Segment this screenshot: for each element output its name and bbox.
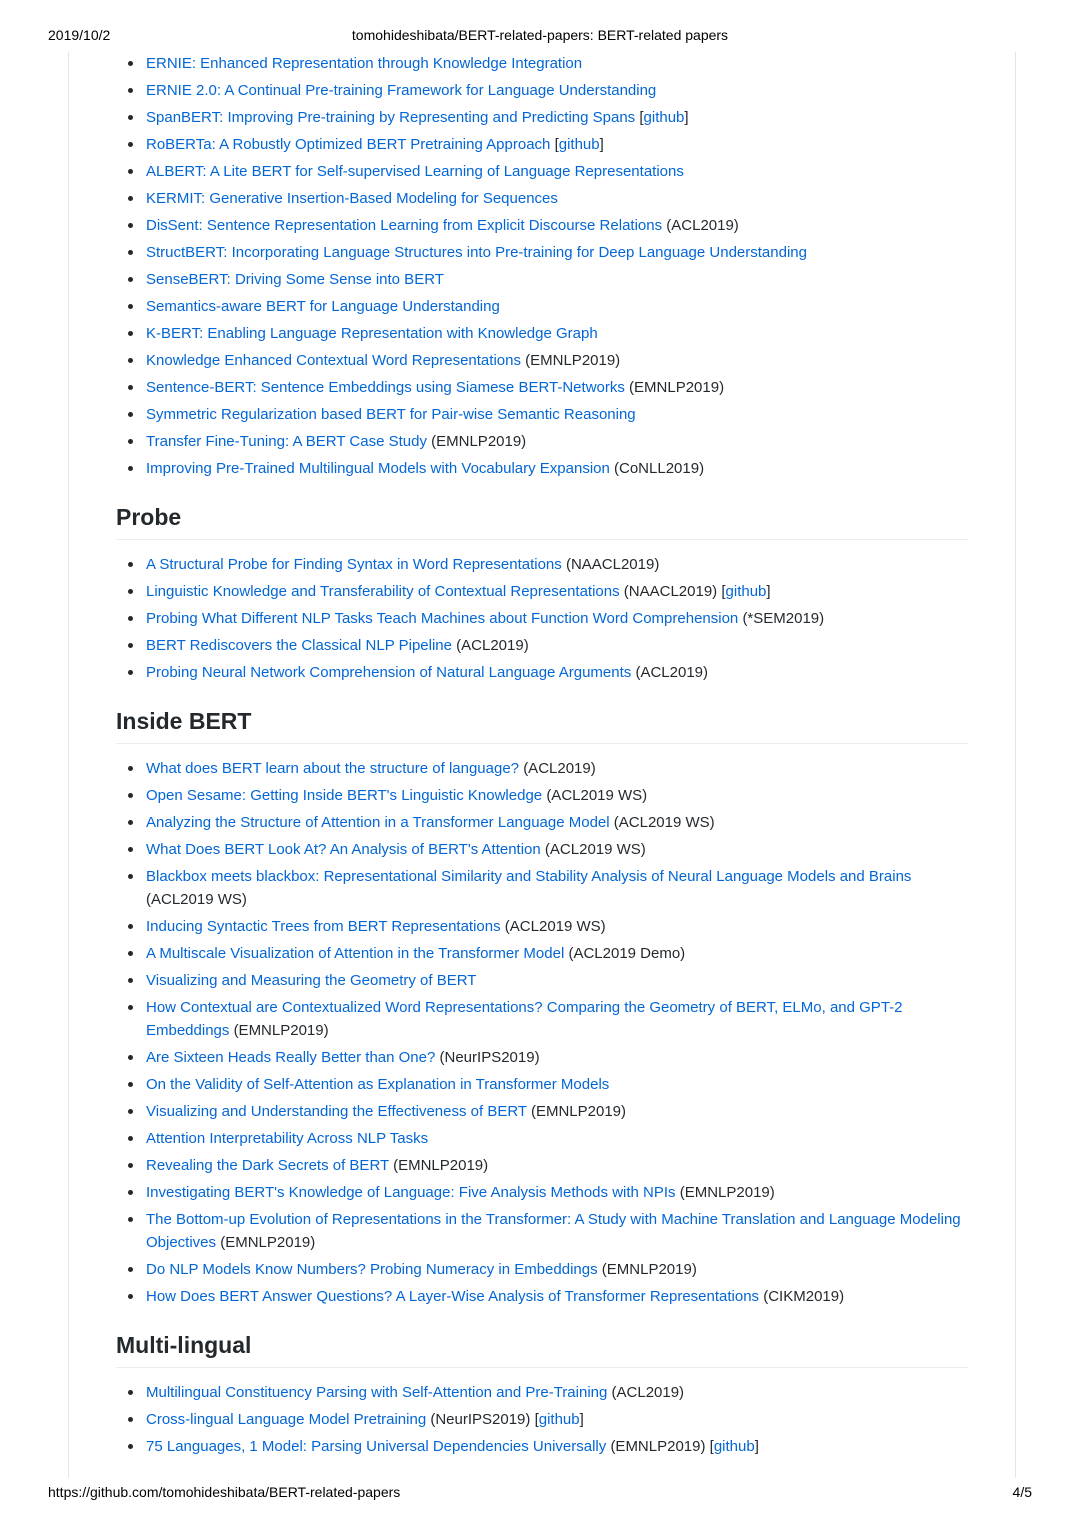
list-item (116, 376, 968, 399)
print-url: https://github.com/tomohideshibata/BERT-related-papers (48, 1484, 401, 1500)
paper-link[interactable]: On the Validity of Self-Attention as Explanation in Transformer Models (146, 1076, 610, 1093)
bracket-close: ] (754, 1438, 759, 1455)
list-item (116, 403, 968, 426)
paper-link[interactable]: How Does BERT Answer Questions? A Layer-Wise Analysis of Transformer Representations (146, 1288, 760, 1305)
section-heading: Probe (116, 502, 968, 540)
list-item (116, 214, 968, 237)
paper-link[interactable]: What Does BERT Look At? An Analysis of BERT's Attention (146, 841, 541, 858)
github-link[interactable]: github (538, 1411, 580, 1428)
list-item (116, 757, 968, 780)
section-heading: Multi-lingual (116, 1330, 968, 1368)
list-item (116, 1408, 968, 1431)
list-item (116, 1073, 968, 1096)
venue-label: (EMNLP2019) (601, 1261, 697, 1278)
paper-link[interactable]: Semantics-aware BERT for Language Understanding (146, 298, 500, 315)
venue-label: (ACL2019 WS) (546, 787, 648, 804)
venue-label: (CoNLL2019) (614, 460, 705, 477)
venue-label: (*SEM2019) (742, 610, 825, 627)
venue-label: (EMNLP2019) (610, 1438, 706, 1455)
venue-label: (EMNLP2019) (233, 1022, 329, 1039)
bracket-open: [ (639, 109, 644, 126)
list-item (116, 1381, 968, 1404)
list-item (116, 268, 968, 291)
venue-label: (NAACL2019) (623, 583, 718, 600)
paper-link[interactable]: Are Sixteen Heads Really Better than One? (146, 1049, 436, 1066)
print-page-title: tomohideshibata/BERT-related-papers: BERT-related papers (351, 27, 729, 43)
paper-link[interactable]: SenseBERT: Driving Some Sense into BERT (146, 271, 444, 288)
list-item (116, 1258, 968, 1281)
list-item (116, 52, 968, 75)
list-item (116, 865, 968, 911)
venue-label: (ACL2019 WS) (504, 918, 606, 935)
list-item (116, 661, 968, 684)
paper-link[interactable]: Blackbox meets blackbox: Representational Similarity and Stability Analysis of Neural Language Models and Brains (146, 868, 912, 885)
list-item (116, 1154, 968, 1177)
list-item (116, 1046, 968, 1069)
paper-link[interactable]: Linguistic Knowledge and Transferability of Contextual Representations (146, 583, 620, 600)
list-item (116, 1285, 968, 1308)
list-item (116, 322, 968, 345)
paper-list (116, 52, 968, 480)
venue-label: (NeurIPS2019) (430, 1411, 531, 1428)
venue-label: (ACL2019 WS) (544, 841, 646, 858)
list-item (116, 969, 968, 992)
section-heading: Inside BERT (116, 706, 968, 744)
list-item (116, 160, 968, 183)
paper-link[interactable]: Analyzing the Structure of Attention in a Transformer Language Model (146, 814, 610, 831)
venue-label: (ACL2019) (635, 664, 708, 681)
list-item (116, 811, 968, 834)
list-item (116, 295, 968, 318)
bracket-open: [ (721, 583, 726, 600)
paper-link[interactable]: 75 Languages, 1 Model: Parsing Universal Dependencies Universally (146, 1438, 607, 1455)
paper-link[interactable]: Multilingual Constituency Parsing with Self-Attention and Pre-Training (146, 1384, 608, 1401)
venue-label: (ACL2019 WS) (146, 891, 247, 908)
paper-link[interactable]: Revealing the Dark Secrets of BERT (146, 1157, 389, 1174)
bracket-open: [ (534, 1411, 539, 1428)
venue-label: (EMNLP2019) (679, 1184, 775, 1201)
venue-label: (EMNLP2019) (220, 1234, 316, 1251)
list-item (116, 553, 968, 576)
paper-link[interactable]: Investigating BERT's Knowledge of Language: Five Analysis Methods with NPIs (146, 1184, 676, 1201)
list-item (116, 1181, 968, 1204)
paper-link[interactable]: Inducing Syntactic Trees from BERT Representations (146, 918, 501, 935)
github-link[interactable]: github (558, 136, 600, 153)
list-item (116, 106, 968, 129)
paper-link[interactable]: Symmetric Regularization based BERT for Pair-wise Semantic Reasoning (146, 406, 636, 423)
list-item (116, 1100, 968, 1123)
paper-link[interactable]: Transfer Fine-Tuning: A BERT Case Study (146, 433, 427, 450)
bracket-open: [ (709, 1438, 714, 1455)
venue-label: (ACL2019) (523, 760, 596, 777)
paper-link[interactable]: Probing What Different NLP Tasks Teach Machines about Function Word Comprehension (146, 610, 739, 627)
list-item (116, 838, 968, 861)
paper-link[interactable]: Visualizing and Understanding the Effectiveness of BERT (146, 1103, 527, 1120)
venue-label: (EMNLP2019) (629, 379, 725, 396)
paper-link[interactable]: Knowledge Enhanced Contextual Word Representations (146, 352, 521, 369)
bracket-close: ] (599, 136, 604, 153)
venue-label: (NeurIPS2019) (439, 1049, 540, 1066)
list-item (116, 133, 968, 156)
paper-link[interactable]: Visualizing and Measuring the Geometry of BERT (146, 972, 477, 989)
paper-link[interactable]: The Bottom-up Evolution of Representations in the Transformer: A Study with Machine Translation and Language Modeling Objectives (146, 1211, 961, 1251)
list-item (116, 430, 968, 453)
venue-label: (EMNLP2019) (525, 352, 621, 369)
list-item (116, 1208, 968, 1254)
paper-link[interactable]: StructBERT: Incorporating Language Structures into Pre-training for Deep Language Understanding (146, 244, 807, 261)
venue-label: (NAACL2019) (565, 556, 660, 573)
github-link[interactable]: github (713, 1438, 755, 1455)
venue-label: (ACL2019 WS) (613, 814, 715, 831)
paper-link[interactable]: DisSent: Sentence Representation Learning from Explicit Discourse Relations (146, 217, 663, 234)
paper-link[interactable]: Attention Interpretability Across NLP Tasks (146, 1130, 429, 1147)
paper-link[interactable]: RoBERTa: A Robustly Optimized BERT Pretraining Approach (146, 136, 551, 153)
print-date: 2019/10/2 (48, 27, 111, 43)
print-footer (0, 1480, 1080, 1510)
list-item (116, 784, 968, 807)
list-item (116, 241, 968, 264)
bracket-open: [ (554, 136, 559, 153)
paper-link[interactable]: SpanBERT: Improving Pre-training by Representing and Predicting Spans (146, 109, 636, 126)
paper-link[interactable]: ERNIE: Enhanced Representation through Knowledge Integration (146, 55, 583, 72)
paper-link[interactable]: Open Sesame: Getting Inside BERT's Linguistic Knowledge (146, 787, 543, 804)
paper-list (116, 553, 968, 684)
list-item (116, 607, 968, 630)
paper-link[interactable]: A Structural Probe for Finding Syntax in Word Representations (146, 556, 562, 573)
venue-label: (EMNLP2019) (393, 1157, 489, 1174)
paper-link[interactable]: Cross-lingual Language Model Pretraining (146, 1411, 427, 1428)
readme-content (116, 52, 968, 1462)
bracket-close: ] (579, 1411, 584, 1428)
venue-label: (ACL2019 Demo) (568, 945, 686, 962)
paper-link[interactable]: How Contextual are Contextualized Word Representations? Comparing the Geometry of BERT, ELMo, and GPT-2 Embeddings (146, 999, 903, 1039)
print-page-number: 4/5 (1012, 1484, 1032, 1500)
paper-link[interactable]: K-BERT: Enabling Language Representation with Knowledge Graph (146, 325, 598, 342)
list-item (116, 1435, 968, 1458)
paper-link[interactable]: Sentence-BERT: Sentence Embeddings using Siamese BERT-Networks (146, 379, 625, 396)
list-item (116, 457, 968, 480)
list-item (116, 915, 968, 938)
paper-link[interactable]: Do NLP Models Know Numbers? Probing Numeracy in Embeddings (146, 1261, 598, 1278)
list-item (116, 580, 968, 603)
list-item (116, 349, 968, 372)
paper-link[interactable]: Improving Pre-Trained Multilingual Models with Vocabulary Expansion (146, 460, 610, 477)
paper-link[interactable]: KERMIT: Generative Insertion-Based Modeling for Sequences (146, 190, 558, 207)
paper-link[interactable]: A Multiscale Visualization of Attention in the Transformer Model (146, 945, 565, 962)
paper-list (116, 1381, 968, 1458)
list-item (116, 79, 968, 102)
github-link[interactable]: github (725, 583, 767, 600)
print-header (0, 0, 1080, 50)
venue-label: (CIKM2019) (763, 1288, 845, 1305)
list-item (116, 187, 968, 210)
venue-label: (ACL2019) (611, 1384, 685, 1401)
list-item (116, 1127, 968, 1150)
venue-label: (ACL2019) (456, 637, 529, 654)
bracket-close: ] (766, 583, 771, 600)
paper-link[interactable]: What does BERT learn about the structure of language? (146, 760, 520, 777)
venue-label: (EMNLP2019) (530, 1103, 627, 1120)
paper-link[interactable]: ERNIE 2.0: A Continual Pre-training Framework for Language Understanding (146, 82, 657, 99)
venue-label: (EMNLP2019) (431, 433, 527, 450)
paper-list (116, 757, 968, 1308)
list-item (116, 942, 968, 965)
bracket-close: ] (684, 109, 689, 126)
paper-link[interactable]: Probing Neural Network Comprehension of Natural Language Arguments (146, 664, 632, 681)
github-link[interactable]: github (643, 109, 685, 126)
paper-link[interactable]: BERT Rediscovers the Classical NLP Pipeline (146, 637, 452, 654)
paper-link[interactable]: ALBERT: A Lite BERT for Self-supervised Learning of Language Representations (146, 163, 684, 180)
list-item (116, 996, 968, 1042)
venue-label: (ACL2019) (666, 217, 739, 234)
list-item (116, 634, 968, 657)
